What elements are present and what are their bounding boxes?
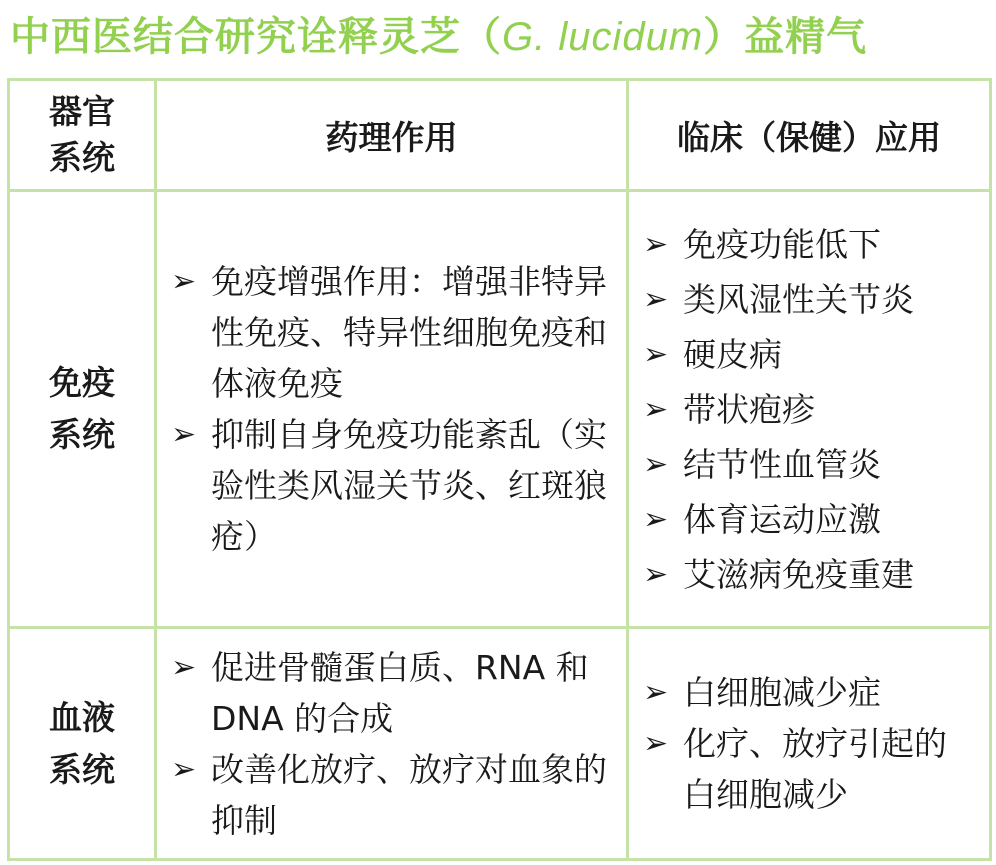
list-item-text: 带状疱疹 (683, 389, 815, 429)
title-suffix: ）益精气 (703, 14, 868, 60)
list-item (643, 327, 975, 382)
list-item-text: 类风湿性关节炎 (683, 279, 914, 319)
list-item (643, 382, 975, 437)
organ-label-line2: 系统 (49, 749, 115, 789)
bullet-arrow-icon: ➢ (643, 556, 669, 592)
organ-label-line1: 免疫 (49, 363, 115, 402)
bullet-arrow-icon: ➢ (643, 675, 669, 710)
list-item-text: 结节性血管炎 (683, 444, 881, 484)
list-item-text: 免疫增强作用：增强非特异性免疫、特异性细胞免疫和体液免疫 (211, 262, 607, 403)
header-row (9, 80, 991, 191)
list-item-text: 改善化放疗、放疗对血象的抑制 (211, 749, 607, 840)
list-item (643, 667, 975, 718)
bullet-arrow-icon: ➢ (643, 336, 669, 372)
bullet-arrow-icon: ➢ (171, 417, 197, 452)
header-organ-system (9, 80, 156, 191)
pharm-blood-list (157, 642, 626, 846)
bullet-arrow-icon: ➢ (171, 649, 197, 685)
title-prefix: 中西医结合研究诠释灵芝（ (10, 14, 502, 60)
lingzhi-table (7, 78, 992, 861)
clinical-blood-cell (628, 628, 991, 860)
list-item-text: 化疗、放疗引起的白细胞减少 (683, 724, 947, 814)
list-item-text: 硬皮病 (683, 334, 782, 374)
bullet-arrow-icon: ➢ (643, 391, 669, 427)
clinical-blood-list (629, 667, 989, 820)
organ-immune-system (9, 191, 156, 628)
list-item (171, 744, 612, 846)
bullet-arrow-icon: ➢ (643, 501, 669, 537)
organ-label-line2: 系统 (49, 415, 115, 454)
bullet-arrow-icon: ➢ (643, 226, 669, 262)
header-clinical-application: 临床（保健）应用 (628, 80, 991, 191)
list-item (643, 718, 975, 820)
bullet-arrow-icon: ➢ (171, 264, 197, 299)
list-item (171, 409, 612, 562)
list-item (643, 217, 975, 272)
list-item-text: 促进骨髓蛋白质、RNA 和 DNA 的合成 (211, 647, 589, 738)
list-item-text: 体育运动应激 (683, 499, 881, 539)
bullet-arrow-icon: ➢ (643, 726, 669, 761)
list-item (643, 492, 975, 547)
list-item-text: 抑制自身免疫功能紊乱（实验性类风湿关节炎、红斑狼疮） (211, 415, 607, 556)
organ-blood-system (9, 628, 156, 860)
header-pharmacology: 药理作用 (156, 80, 628, 191)
list-item (171, 642, 612, 744)
page-title (10, 6, 990, 68)
bullet-arrow-icon: ➢ (171, 751, 197, 787)
header-organ-line2: 系统 (49, 138, 115, 177)
list-item-text: 白细胞减少症 (683, 673, 881, 712)
organ-label-line1: 血液 (49, 697, 115, 737)
clinical-immune-list (629, 217, 989, 602)
list-item (643, 437, 975, 492)
pharm-immune-list (157, 256, 626, 562)
pharm-blood-cell (156, 628, 628, 860)
bullet-arrow-icon: ➢ (643, 446, 669, 482)
list-item (171, 256, 612, 409)
row-blood-system (9, 628, 991, 860)
title-latin-name: G. lucidum (502, 15, 704, 59)
clinical-immune-cell (628, 191, 991, 628)
pharm-immune-cell (156, 191, 628, 628)
list-item-text: 免疫功能低下 (683, 224, 881, 264)
list-item-text: 艾滋病免疫重建 (683, 554, 914, 594)
row-immune-system (9, 191, 991, 628)
list-item (643, 547, 975, 602)
list-item (643, 272, 975, 327)
bullet-arrow-icon: ➢ (643, 281, 669, 317)
header-organ-line1: 器官 (49, 92, 115, 131)
